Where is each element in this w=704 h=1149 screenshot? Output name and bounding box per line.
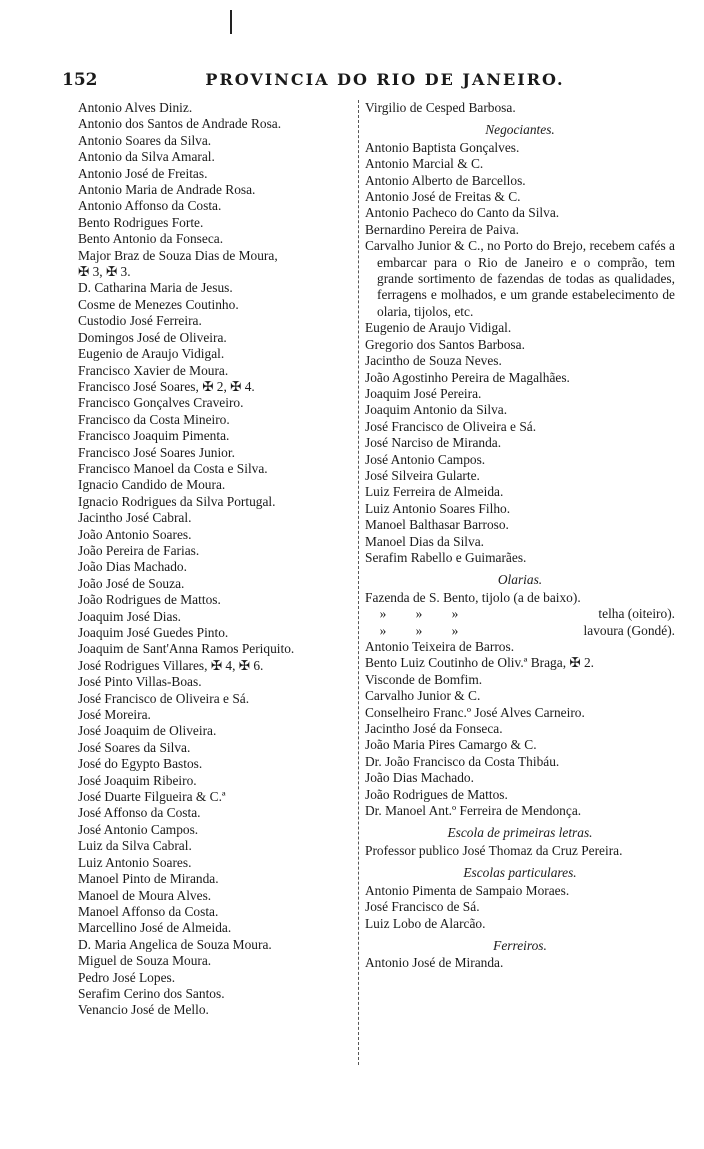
list-item: João Agostinho Pereira de Magalhães. xyxy=(365,369,570,385)
list-item: Antonio Affonso da Costa. xyxy=(78,198,222,214)
list-item: Joaquim de Sant'Anna Ramos Periquito. xyxy=(78,641,295,657)
list-item: José Antonio Campos. xyxy=(78,821,199,837)
ditto-mark: » xyxy=(415,606,423,622)
list-item: Francisco Gonçalves Craveiro. xyxy=(78,395,244,411)
ditto-mark: » xyxy=(379,622,387,638)
list-item: Ignacio Candido de Moura. xyxy=(78,477,226,493)
list-item: ✠ 3, ✠ 3. xyxy=(78,264,131,280)
list-item: D. Maria Angelica de Souza Moura. xyxy=(78,936,272,952)
list-item: Francisco Joaquim Pimenta. xyxy=(78,428,230,444)
list-item: Antonio Teixeira de Barros. xyxy=(365,639,515,654)
list-item: Manoel Dias da Silva. xyxy=(365,533,485,549)
page-header xyxy=(62,70,658,94)
list-item: José Joaquim de Oliveira. xyxy=(78,723,217,739)
list-item: Carvalho Junior & C. xyxy=(365,688,481,704)
list-item: Eugenio de Araujo Vidigal. xyxy=(365,320,512,336)
list-item: Manoel Pinto de Miranda. xyxy=(78,871,219,887)
list-item: José Moreira. xyxy=(78,707,151,723)
section-heading-negociantes: Negociantes. xyxy=(485,122,555,138)
list-item: Luiz Lobo de Alarcão. xyxy=(365,915,486,931)
list-item: Antonio Baptista Gonçalves. xyxy=(365,139,520,155)
list-item: João Antonio Soares. xyxy=(78,526,192,542)
list-item: Antonio dos Santos de Andrade Rosa. xyxy=(78,116,282,132)
list-item: Antonio Marcial & C. xyxy=(365,156,484,172)
list-item: José Narciso de Miranda. xyxy=(365,435,502,451)
list-item: Antonio José de Freitas & C. xyxy=(365,189,521,205)
list-item: Ignacio Rodrigues da Silva Portugal. xyxy=(78,493,276,509)
list-item: José Joaquim Ribeiro. xyxy=(78,772,197,788)
list-item: Virgilio de Cesped Barbosa. xyxy=(365,100,516,115)
list-item: Francisco José Soares, ✠ 2, ✠ 4. xyxy=(78,378,255,394)
list-item: Francisco Xavier de Moura. xyxy=(78,362,229,378)
list-item: Luiz da Silva Cabral. xyxy=(78,838,192,854)
list-item: Joaquim José Guedes Pinto. xyxy=(78,625,229,640)
list-item: Custodio José Ferreira. xyxy=(78,313,202,329)
list-item: Antonio Pacheco do Canto da Silva. xyxy=(365,205,560,221)
list-item: Luiz Ferreira de Almeida. xyxy=(365,484,504,500)
ditto-text: telha (oiteiro). xyxy=(598,606,675,622)
list-item: Cosme de Menezes Coutinho. xyxy=(78,296,239,312)
right-column xyxy=(365,100,675,972)
list-item: José Affonso da Costa. xyxy=(78,805,201,821)
ditto-row xyxy=(365,606,675,622)
page-number: 152 xyxy=(62,70,98,90)
list-item: Antonio da Silva Amaral. xyxy=(78,149,215,165)
list-item: Major Braz de Souza Dias de Moura, xyxy=(78,247,278,263)
list-item: João Dias Machado. xyxy=(365,770,474,786)
list-item: Domingos José de Oliveira. xyxy=(78,329,227,345)
list-item: Pedro José Lopes. xyxy=(78,969,176,985)
section-heading-escolas-particulares: Escolas particulares. xyxy=(463,865,577,881)
list-item: José Rodrigues Villares, ✠ 4, ✠ 6. xyxy=(78,657,264,673)
list-item: Eugenio de Araujo Vidigal. xyxy=(78,346,225,362)
list-item: José do Egypto Bastos. xyxy=(78,756,203,772)
ditto-text: lavoura (Gondé). xyxy=(583,622,675,638)
list-item: João Pereira de Farias. xyxy=(78,542,200,558)
ditto-mark: » xyxy=(415,622,423,638)
list-item: Antonio Pimenta de Sampaio Moraes. xyxy=(365,882,570,898)
list-item: Jacintho José da Fonseca. xyxy=(365,721,503,737)
list-item: Bento Rodrigues Forte. xyxy=(78,214,204,230)
list-item: José Francisco de Oliveira e Sá. xyxy=(365,418,537,434)
list-item: Manoel de Moura Alves. xyxy=(78,887,212,903)
list-item: Manoel Balthasar Barroso. xyxy=(365,517,509,533)
list-item: José Silveira Gularte. xyxy=(365,467,480,483)
section-heading-olarias: Olarias. xyxy=(497,572,543,588)
olarias-list xyxy=(365,639,675,819)
list-item-fazenda: Fazenda de S. Bento, tijolo (a de baixo). xyxy=(365,589,581,605)
list-item: Joaquim Antonio da Silva. xyxy=(365,402,508,418)
list-item: Antonio José de Freitas. xyxy=(78,165,208,181)
negociantes-list xyxy=(365,140,675,238)
list-item: José Francisco de Sá. xyxy=(365,899,480,915)
ditto-mark: » xyxy=(451,622,459,638)
list-item: Antonio Alberto de Barcellos. xyxy=(365,172,526,188)
list-item-professor: Professor publico José Thomaz da Cruz Pereira. xyxy=(365,842,623,858)
list-item: Dr. Manoel Ant.º Ferreira de Mendonça. xyxy=(365,803,582,819)
print-mark xyxy=(230,10,232,34)
escolas-particulares-list xyxy=(365,883,675,932)
list-item: Serafim Rabello e Guimarães. xyxy=(365,549,527,565)
list-item: João Dias Machado. xyxy=(78,559,187,575)
list-item: José Duarte Filgueira & C.ª xyxy=(78,789,226,805)
list-item: Jacintho José Cabral. xyxy=(78,510,192,526)
list-item: Dr. João Francisco da Costa Thibáu. xyxy=(365,753,560,769)
list-item: Joaquim José Dias. xyxy=(78,608,182,624)
list-item: Bento Antonio da Fonseca. xyxy=(78,231,224,247)
list-item: José Pinto Villas-Boas. xyxy=(78,674,202,690)
list-item: Miguel de Souza Moura. xyxy=(78,953,212,969)
list-item: Bento Luiz Coutinho de Oliv.ª Braga, ✠ 2. xyxy=(365,655,595,671)
negociantes-list-cont xyxy=(365,320,675,566)
ditto-row xyxy=(365,623,675,639)
list-item: José Soares da Silva. xyxy=(78,739,191,755)
list-item: Luiz Antonio Soares. xyxy=(78,854,192,870)
list-item: João Rodrigues de Mattos. xyxy=(78,592,221,608)
list-item: Marcellino José de Almeida. xyxy=(78,920,232,936)
list-item: Bernardino Pereira de Paiva. xyxy=(365,221,519,237)
list-item: Manoel Affonso da Costa. xyxy=(78,903,219,919)
list-item: Joaquim José Pereira. xyxy=(365,385,482,401)
list-item: Venancio José de Mello. xyxy=(78,1002,209,1018)
list-item: Gregorio dos Santos Barbosa. xyxy=(365,336,525,352)
left-column xyxy=(78,100,354,1019)
list-item: Antonio Alves Diniz. xyxy=(78,100,193,115)
ferreiros-list xyxy=(365,955,675,971)
list-item: João Maria Pires Camargo & C. xyxy=(365,737,537,753)
list-item: Francisco da Costa Mineiro. xyxy=(78,411,230,427)
section-heading-escola-primeiras: Escola de primeiras letras. xyxy=(447,825,593,841)
section-heading-ferreiros: Ferreiros. xyxy=(493,937,547,953)
list-item: Conselheiro Franc.º José Alves Carneiro. xyxy=(365,704,585,720)
list-item: Francisco José Soares Junior. xyxy=(78,444,235,460)
list-item-carvalho: Carvalho Junior & C., no Porto do Brejo, recebem cafés a embarcar para o Rio de Janeiro e o comprão, tem grande sortimento de fazendas de todas as qualidades, ferragens e molhados, e um grande estabelecimento de olaria, tijolos, etc. xyxy=(365,238,675,319)
list-item: Antonio José de Miranda. xyxy=(365,955,504,971)
list-item: José Antonio Campos. xyxy=(365,451,486,467)
list-item: Jacintho de Souza Neves. xyxy=(365,353,502,369)
list-item: João Rodrigues de Mattos. xyxy=(365,786,508,802)
list-item: D. Catharina Maria de Jesus. xyxy=(78,280,233,296)
ditto-mark: » xyxy=(451,606,459,622)
list-item: Antonio Maria de Andrade Rosa. xyxy=(78,182,256,198)
column-divider xyxy=(358,100,359,1065)
list-item: Francisco Manoel da Costa e Silva. xyxy=(78,460,268,476)
ditto-mark: » xyxy=(379,606,387,622)
ditto-rows xyxy=(365,606,675,639)
list-item: Visconde de Bomfim. xyxy=(365,671,483,687)
list-item: João José de Souza. xyxy=(78,575,185,591)
list-item: Antonio Soares da Silva. xyxy=(78,132,212,148)
list-item: Serafim Cerino dos Santos. xyxy=(78,985,225,1001)
page-title: PROVINCIA DO RIO DE JANEIRO. xyxy=(205,70,565,89)
list-item: Luiz Antonio Soares Filho. xyxy=(365,500,511,516)
list-item: José Francisco de Oliveira e Sá. xyxy=(78,690,250,706)
